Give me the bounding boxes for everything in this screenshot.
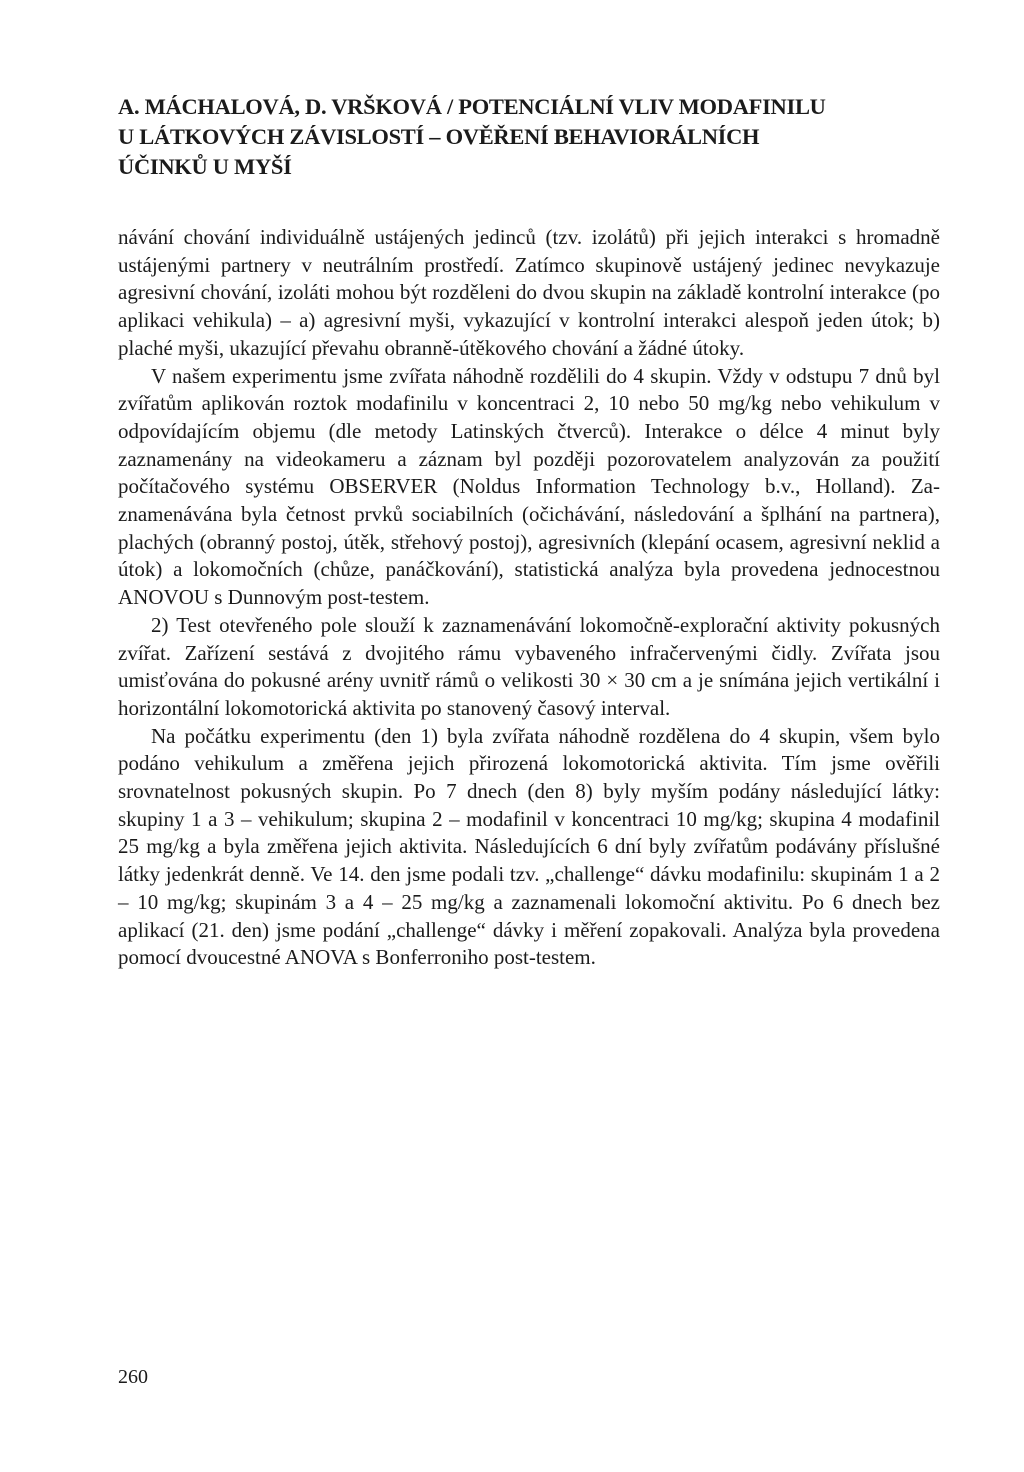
header-line-3: ÚČINKŮ U MYŠÍ — [118, 154, 292, 179]
header-line-2: U LÁTKOVÝCH ZÁVISLOSTÍ – OVĚŘENÍ BEHAVIORÁLNÍCH — [118, 124, 760, 149]
paragraph-experiment: V našem experimentu jsme zvířata náhodně rozdělili do 4 skupin. Vždy v odstupu 7 dnů byl zvířatům aplikován roztok modafinilu v koncentraci 2, 10 nebo 50 mg/kg nebo vehikulum v odpovídajícím objemu (dle metody Latinských čtverců). Interakce o délce 4 minut byly zaznamenány na videokameru a záznam byl později pozorovatelem analyzován za použití počítačového systému OBSERVER (Noldus Information Technology b.v., Holland). Zaznamenávána byla četnost prvků sociabilních (očichávání, následování a šplhání na partnera), plachých (obranný postoj, útěk, střehový postoj), agresivních (klepání ocasem, agresivní neklid a útok) a lokomočních (chůze, panáčkování), statistická analýza byla provedena jednocestnou ANOVOU s Dunnovým post-testem. — [118, 363, 940, 610]
paragraph-procedure: Na počátku experimentu (den 1) byla zvířata náhodně rozdělena do 4 skupin, všem bylo podáno vehikulum a změřena jejich přirozená lokomotorická aktivita. Tím jsme ověřili srovnatelnost pokusných skupin. Po 7 dnech (den 8) byly myším podány následující látky: skupiny 1 a 3 – vehikulum; skupina 2 – modafinil v koncentraci 10 mg/kg; skupina 4 modafinil 25 mg/kg a byla změřena jejich aktivita. Následujících 6 dní byly zvířatům podávány příslušné látky jedenkrát denně. Ve 14. den jsme podali tzv. „challenge“ dávku modafinilu: skupinám 1 a 2 – 10 mg/kg; skupinám 3 a 4 – 25 mg/kg a zaznamenali lokomoční aktivitu. Po 6 dnech bez aplikací (21. den) jsme podání „challenge“ dávky i měření zopakovali. Analýza byla provedena pomocí dvoucestné ANOVA s Bonferroniho post-testem. — [118, 723, 940, 970]
page-number: 260 — [118, 1366, 148, 1388]
header-line-1: A. MÁCHALOVÁ, D. VRŠKOVÁ / POTENCIÁLNÍ VLIV MODAFINILU — [118, 94, 826, 119]
running-header — [118, 92, 940, 182]
body-text — [118, 224, 940, 972]
page — [118, 92, 940, 972]
paragraph-continued: návání chování individuálně ustájených jedinců (tzv. izolátů) při jejich interakci s hromadně ustájenými partnery v neutrálním prostředí. Zatímco skupinově ustájený jedinec nevykazuje agresivní chování, izoláti mohou být rozděleni do dvou skupin na základě kontrolní interakce (po aplikaci vehikula) – a) agresivní myši, vykazující v kontrolní interakci alespoň jeden útok; b) plaché myši, ukazující převahu obranně-útěkového chování a žádné útoky. — [118, 225, 940, 360]
paragraph-open-field-test: 2) Test otevřeného pole slouží k zaznamenávání lokomočně-explorační aktivity pokusných zvířat. Zařízení sestává z dvojitého rámu vybaveného infračervenými čidly. Zvířata jsou umisťována do pokusné arény uvnitř rámů o velikosti 30 × 30 cm a je snímána jejich vertikální i horizontální lokomotorická aktivita po stanovený časový interval. — [118, 612, 940, 720]
